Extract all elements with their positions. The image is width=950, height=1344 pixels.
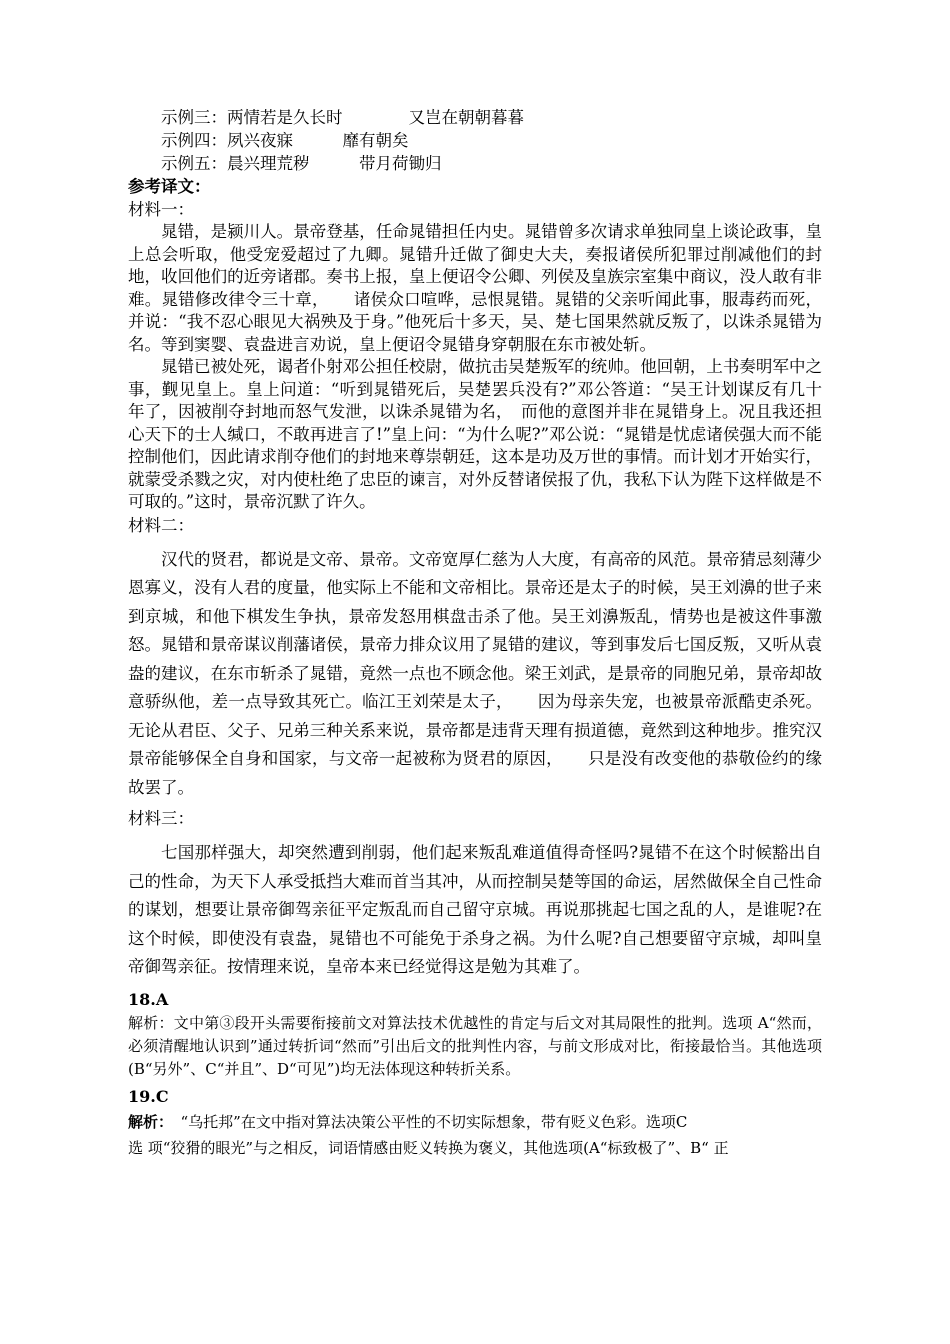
answer-19-analysis-text-1: “乌托邦”在文中指对算法决策公平性的不切实际想象，带有贬义色彩。选项C xyxy=(165,1112,688,1131)
material-3-label: 材料三： xyxy=(128,809,194,828)
example-line-4: 示例四：夙兴夜寐 靡有朝矣 xyxy=(161,131,409,150)
material-1-paragraph-2: 晁错已被处死，谒者仆射邓公担任校尉，做抗击吴楚叛军的统帅。他回朝，上书奏明军中之事，觐见皇上。皇上问道：“听到晁错死后，吴楚罢兵没有?”邓公答道：“吴王计划谋反有几十年了，因被削夺封地而怒气发泄，以诛杀晁错为名， 而他的意图并非在晁错身上。况且我还担心天下的士人缄口，不敢再进言了!”皇上问：“为什么呢?”邓公说：“晁错是忧虑诸侯强大而不能控制他们，因此请求削夺他们的封地来尊崇朝廷，这本是功及万世的事情。而计划才开始实行，就蒙受杀戮之灾，对内使杜绝了忠臣的谏言，对外反替诸侯报了仇，我私下认为陛下这样做是不可取的。”这时，景帝沉默了许久。 xyxy=(128,357,822,511)
answer-18-analysis xyxy=(128,1012,822,1081)
material-1-paragraph-1: 晁错，是颍川人。景帝登基，任命晁错担任内史。晁错曾多次请求单独同皇上谈论政事，皇上总会听取，他受宠爱超过了九卿。晁错升迁做了御史大夫，奏报诸侯所犯罪过削减他们的封地，收回他们的近旁诸郡。奏书上报，皇上便诏令公卿、列侯及皇族宗室集中商议，没人敢有非难。晁错修改律令三十章， 诸侯众口喧哗，忌恨晁错。晁错的父亲听闻此事，服毒药而死，并说：“我不忍心眼见大祸殃及于身。”他死后十多天，吴、楚七国果然就反叛了，以诛杀晁错为名。等到窦婴、袁盎进言劝说，皇上便诏令晁错身穿朝服在东市被处斩。 xyxy=(128,222,822,354)
example-line-5: 示例五：晨兴理荒秽 带月荷锄归 xyxy=(161,154,442,173)
material-1-label: 材料一： xyxy=(128,200,194,219)
material-3-paragraph-1: 七国那样强大，却突然遭到削弱，他们起来叛乱难道值得奇怪吗?晁错不在这个时候豁出自己的性命，为天下人承受抵挡大难而首当其冲，从而控制吴楚等国的命运，居然做保全自己性命的谋划，想要让景帝御驾亲征平定叛乱而自己留守京城。再说那挑起七国之乱的人，是谁呢?在这个时候，即使没有袁盎，晁错也不可能免于杀身之祸。为什么呢?自己想要留守京城，却叫皇帝御驾亲征。按情理来说，皇帝本来已经觉得这是勉为其难了。 xyxy=(128,843,822,976)
material-2-paragraph-1: 汉代的贤君，都说是文帝、景帝。文帝宽厚仁慈为人大度，有高帝的风范。景帝猜忌刻薄少恩寡义，没有人君的度量，他实际上不能和文帝相比。景帝还是太子的时候，吴王刘濞的世子来到京城，和他下棋发生争执，景帝发怒用棋盘击杀了他。吴王刘濞叛乱，情势也是被这件事激怒。晁错和景帝谋议削藩诸侯，景帝力排众议用了晁错的建议，等到事发后七国反叛，又听从袁盎的建议，在东市斩杀了晁错，竟然一点也不顾念他。梁王刘武，是景帝的同胞兄弟，景帝却故意骄纵他，差一点导致其死亡。临江王刘荣是太子， 因为母亲失宠，也被景帝派酷吏杀死。无论从君臣、父子、兄弟三种关系来说，景帝都是违背天理有损道德，竟然到这种地步。推究汉景帝能够保全自身和国家，与文帝一起被称为贤君的原因， 只是没有改变他的恭敬俭约的缘故罢了。 xyxy=(128,549,822,797)
answer-18-analysis-label: 解析： xyxy=(128,1013,174,1032)
reference-translation-heading: 参考译文： xyxy=(128,177,211,196)
answer-19-analysis-label: 解析： xyxy=(128,1112,166,1131)
answer-19-analysis-line-2: 选 项“狡猾的眼光”与之相反，词语情感由贬义转换为褒义，其他选项(A“标致极了”、B“ 正 xyxy=(128,1138,729,1157)
answer-19-analysis-line-1 xyxy=(128,1109,822,1135)
answer-18-analysis-text: 文中第③段开头需要衔接前文对算法技术优越性的肯定与后文对其局限性的批判。选项 A“然而，必须清醒地认识到”通过转折词“然而”引出后文的批判性内容，与前文形成对比，衔接最恰当。其他选项(B“另外”、C“并且”、D“可见”)均无法体现这种转折关系。 xyxy=(128,1013,822,1078)
example-line-3: 示例三：两情若是久长时 又岂在朝朝暮暮 xyxy=(161,108,524,127)
material-2-label: 材料二： xyxy=(128,515,194,535)
answer-18-number: 18.A xyxy=(128,989,169,1009)
answer-19-number: 19.C xyxy=(128,1086,169,1106)
